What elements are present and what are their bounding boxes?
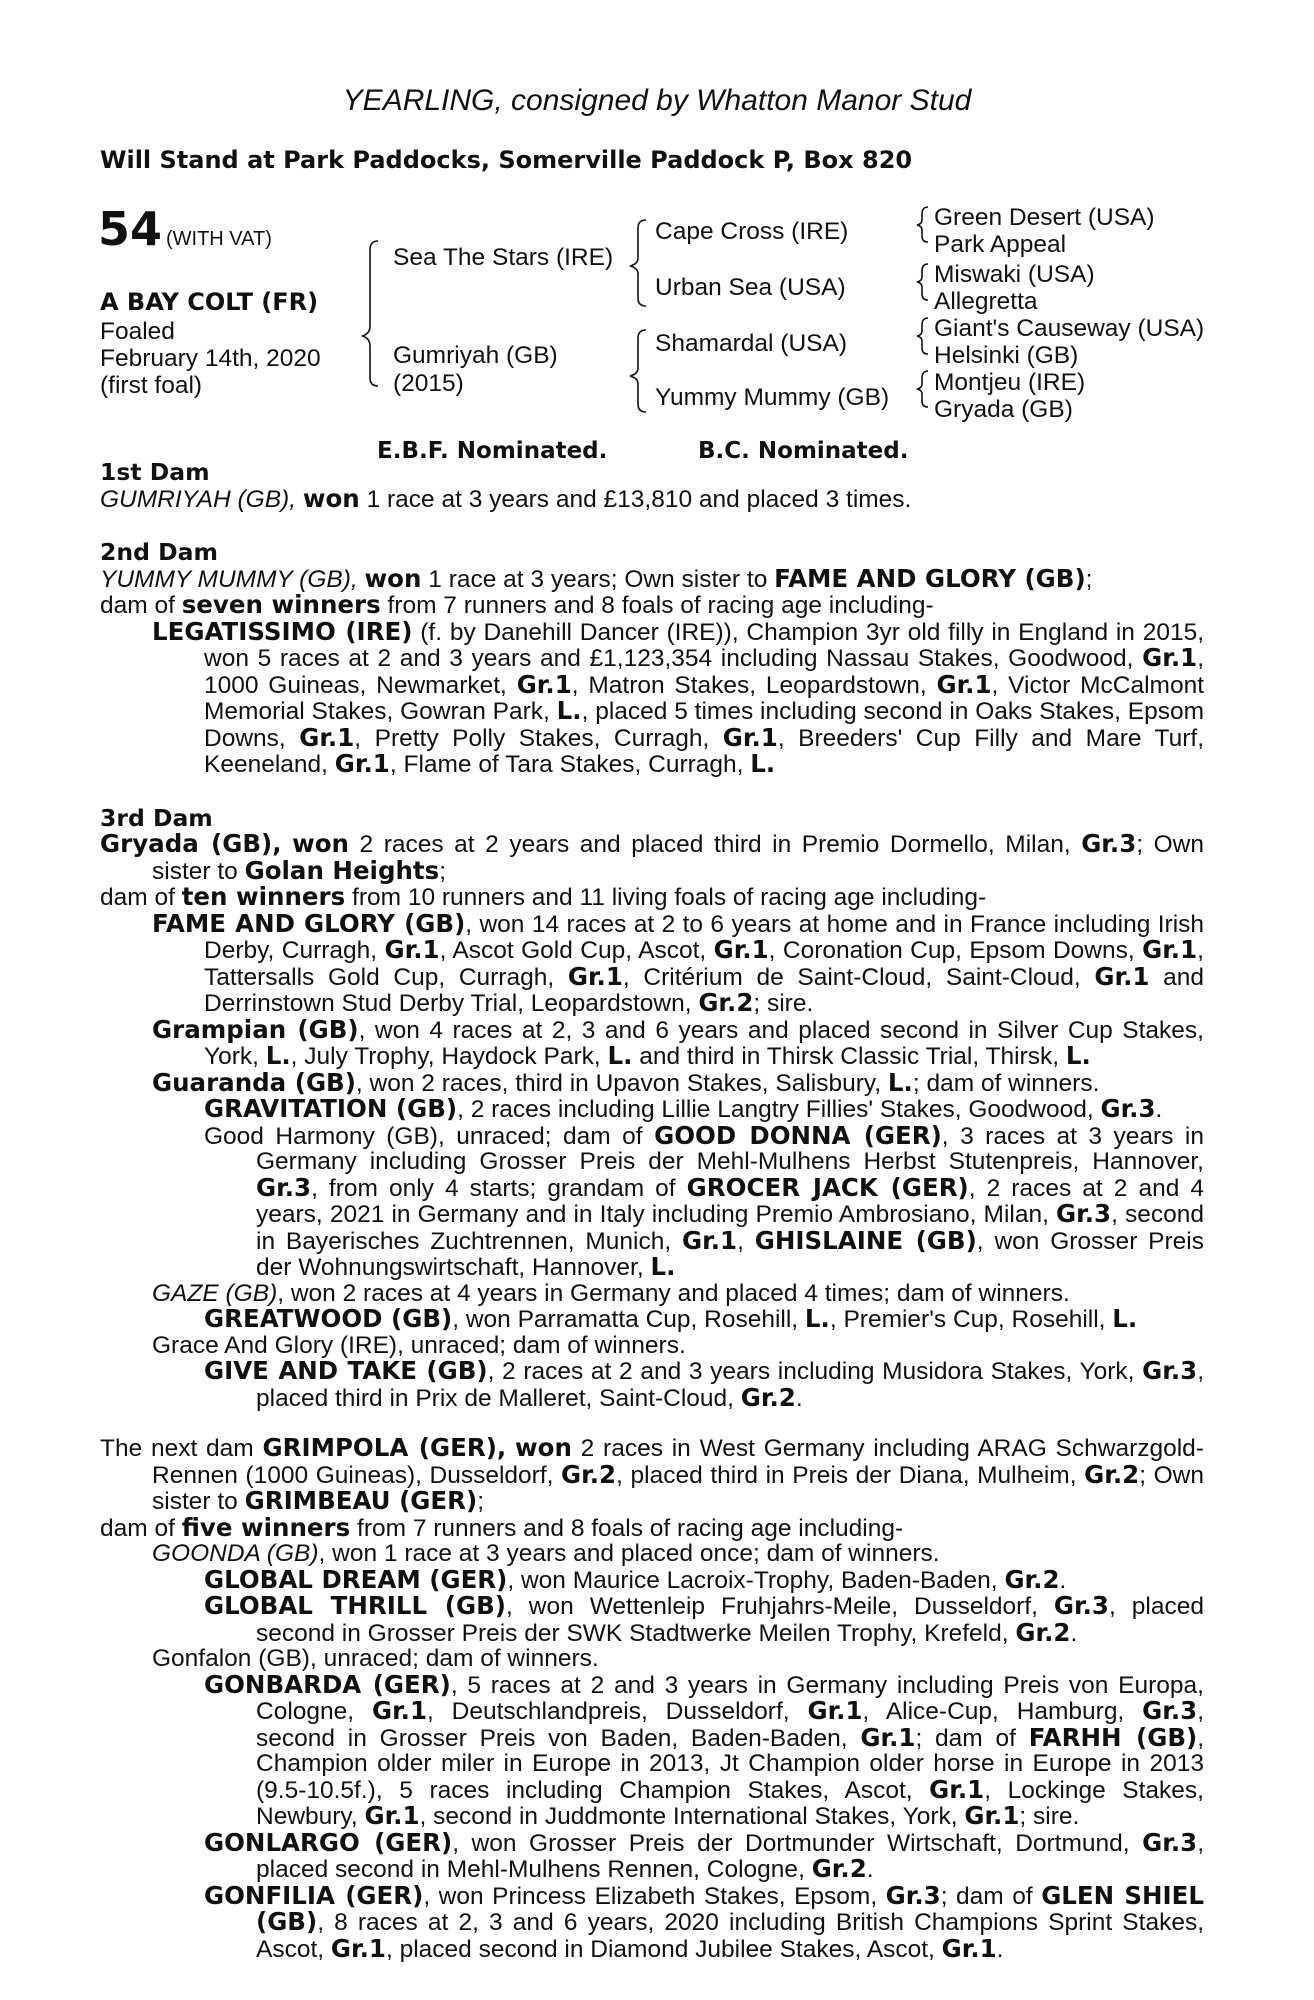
horse-name: A BAY COLT (FR) (100, 288, 319, 316)
bc-nomination: B.C. Nominated. (698, 438, 909, 464)
grace-and-glory-entry: Grace And Glory (IRE), unraced; dam of winners. (152, 1331, 686, 1359)
second-dam-heading: 2nd Dam (100, 538, 218, 566)
pedigree-sire-dam: Urban Sea (USA) (655, 274, 846, 301)
first-dam-heading: 1st Dam (100, 458, 210, 486)
next-dam-produce: dam of five winners from 7 runners and 8 foals of racing age including- (100, 1512, 904, 1542)
gaze-entry: GAZE (GB), won 2 races at 4 years in Germany and placed 4 times; dam of winners. (152, 1279, 1070, 1307)
good-harmony-entry: Good Harmony (GB), unraced; dam of GOOD DONNA (GER), 3 races at 3 years in Germany including Grosser Preis der Mehl-Mulhens Herbst Stutenpreis, Hannover, Gr.3, from only 4 starts; grandam of GROCER JACK (GER), 2 races at 2 and 4 years, 2021 in Germany and in Italy including Premio Ambrosiano, Milan, Gr.3, second in Bayerisches Zuchtrennen, Munich, Gr.1, GHISLAINE (GB), won Grosser Preis der Wohnungswirtschaft, Hannover, L. (204, 1120, 1205, 1281)
global-thrill-entry: GLOBAL THRILL (GB), won Wettenleip Fruhjahrs-Meile, Dusseldorf, Gr.3, placed second in Grosser Preis der SWK Stadtwerke Meilen Trophy, Krefeld, Gr.2. (204, 1591, 1204, 1647)
pedigree-sdd: Allegretta (934, 288, 1038, 315)
first-dam-text: GUMRIYAH (GB), won 1 race at 3 years and £13,810 and placed 3 times. (100, 483, 912, 513)
grampian-entry: Grampian (GB), won 4 races at 2, 3 and 6 years and placed second in Silver Cup Stakes, York, L., July Trophy, Haydock Park, L. and third in Thirsk Classic Trial, Thirsk, L. (152, 1014, 1204, 1070)
pedigree-sss: Green Desert (USA) (934, 204, 1155, 231)
pedigree-ssd: Park Appeal (934, 231, 1067, 258)
foaled-info: Foaled February 14th, 2020 (first foal) (100, 318, 321, 399)
third-dam-produce: dam of ten winners from 10 runners and 11 living foals of racing age including- (100, 882, 987, 911)
global-dream-entry: GLOBAL DREAM (GER), won Maurice Lacroix-Trophy, Baden-Baden, Gr.2. (204, 1564, 1067, 1594)
pedigree-dss: Giant's Causeway (USA) (934, 315, 1205, 342)
second-dam-text: YUMMY MUMMY (GB), won 1 race at 3 years; Own sister to FAME AND GLORY (GB); (100, 563, 1093, 593)
pedigree-dam-dam: Yummy Mummy (GB) (655, 384, 890, 411)
pedigree-dam-sire: Shamardal (USA) (655, 330, 847, 357)
lot-number: 54 (98, 202, 163, 256)
greatwood-entry: GREATWOOD (GB), won Parramatta Cup, Rosehill, L., Premier's Cup, Rosehill, L. (204, 1304, 1138, 1333)
legatissimo-entry: LEGATISSIMO (IRE) (f. by Danehill Dancer (IRE)), Champion 3yr old filly in England in 2015, won 5 races at 2 and 3 years and £1,123,354 including Nassau Stakes, Goodwood, Gr.1, 1000 Guineas, Newmarket, Gr.1, Matron Stakes, Leopardstown, Gr.1, Victor McCalmont Memorial Stakes, Gowran Park, L., placed 5 times including second in Oaks Stakes, Epsom Downs, Gr.1, Pretty Polly Stakes, Curragh, Gr.1, Breeders' Cup Filly and Mare Turf, Keeneland, Gr.1, Flame of Tara Stakes, Curragh, L. (152, 616, 1205, 778)
pedigree-sire: Sea The Stars (IRE) (393, 244, 614, 271)
gonlargo-entry: GONLARGO (GER), won Grosser Preis der Dortmunder Wirtschaft, Dortmund, Gr.3, placed second in Mehl-Mulhens Rennen, Cologne, Gr.2. (204, 1827, 1204, 1883)
gravitation-entry: GRAVITATION (GB), 2 races including Lillie Langtry Fillies' Stakes, Goodwood, Gr.3. (204, 1094, 1163, 1123)
gonfalon-entry: Gonfalon (GB), unraced; dam of winners. (152, 1645, 599, 1672)
pedigree-dds: Montjeu (IRE) (934, 369, 1086, 396)
third-dam-heading: 3rd Dam (100, 803, 213, 832)
second-dam-produce: dam of seven winners from 7 runners and 8 foals of racing age including- (100, 590, 934, 619)
goonda-entry: GOONDA (GB), won 1 race at 3 years and placed once; dam of winners. (152, 1540, 940, 1567)
pedigree-ddd: Gryada (GB) (934, 396, 1073, 423)
pedigree-dsd: Helsinki (GB) (934, 342, 1079, 369)
third-dam-text: Gryada (GB), won 2 races at 2 years and placed third in Premio Dormello, Milan, Gr.3; Own sister to Golan Heights; (100, 829, 1204, 885)
gonfilia-entry: GONFILIA (GER), won Princess Elizabeth Stakes, Epsom, Gr.3; dam of GLEN SHIEL (GB), 8 races at 2, 3 and 6 years, 2020 including British Champions Sprint Stakes, Ascot, Gr.1, placed second in Diamond Jubilee Stakes, Ascot, Gr.1. (204, 1880, 1204, 1963)
page-title: YEARLING, consigned by Whatton Manor Stud (342, 84, 972, 117)
pedigree-sire-sire: Cape Cross (IRE) (655, 218, 849, 245)
stand-location: Will Stand at Park Paddocks, Somerville Paddock P, Box 820 (100, 146, 913, 174)
vat-note: (WITH VAT) (166, 228, 272, 250)
next-dam-text: The next dam GRIMPOLA (GER), won 2 races in West Germany including ARAG Schwarzgold-Rennen (1000 Guineas), Dusseldorf, Gr.2, placed third in Preis der Diana, Mulheim, Gr.2; Own sister to GRIMBEAU (GER); (100, 1433, 1204, 1515)
ebf-nomination: E.B.F. Nominated. (377, 438, 608, 464)
catalogue-body (100, 460, 1204, 1962)
give-and-take-entry: GIVE AND TAKE (GB), 2 races at 2 and 3 years including Musidora Stakes, York, Gr.3, placed third in Prix de Malleret, Saint-Cloud, Gr.2. (204, 1356, 1204, 1412)
pedigree-sds: Miswaki (USA) (934, 261, 1095, 288)
pedigree-dam: Gumriyah (GB) (393, 342, 558, 369)
guaranda-entry: Guaranda (GB), won 2 races, third in Upavon Stakes, Salisbury, L.; dam of winners. (152, 1067, 1100, 1097)
fame-and-glory-entry: FAME AND GLORY (GB), won 14 races at 2 to 6 years at home and in France including Irish Derby, Curragh, Gr.1, Ascot Gold Cup, Ascot, Gr.1, Coronation Cup, Epsom Downs, Gr.1, Tattersalls Gold Cup, Curragh, Gr.1, Critérium de Saint-Cloud, Saint-Cloud, Gr.1 and Derrinstown Stud Derby Trial, Leopardstown, Gr.2; sire. (152, 908, 1205, 1017)
pedigree-dam-year: (2015) (393, 370, 464, 397)
gonbarda-entry: GONBARDA (GER), 5 races at 2 and 3 years in Germany including Preis von Europa, Cologne, Gr.1, Deutschlandpreis, Dusseldorf, Gr.1, Alice-Cup, Hamburg, Gr.3, second in Grosser Preis von Baden, Baden-Baden, Gr.1; dam of FARHH (GB), Champion older miler in Europe in 2013, Jt Champion older horse in Europe in 2013 (9.5-10.5f.), 5 races including Champion Stakes, Ascot, Gr.1, Lockinge Stakes, Newbury, Gr.1, second in Juddmonte International Stakes, York, Gr.1; sire. (204, 1669, 1205, 1830)
